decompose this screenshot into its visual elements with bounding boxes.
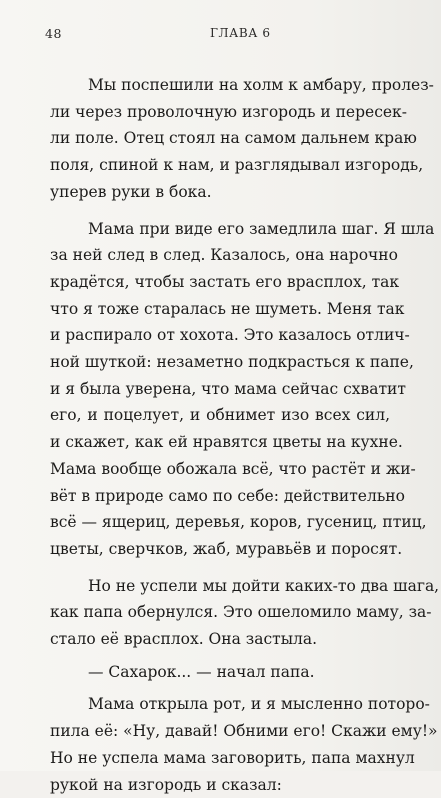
page-number: 48: [45, 26, 62, 41]
text-line: цветы, сверчков, жаб, муравьёв и поросят.: [50, 539, 403, 558]
body-text: [50, 72, 440, 798]
text-line: уперев руки в бока.: [50, 182, 212, 201]
text-line: пила её: «Ну, давай! Обними его! Скажи ему!»: [50, 722, 438, 741]
text-line: вёт в природе само по себе: действительно: [50, 486, 405, 505]
text-line: и я была уверена, что мама сейчас схватит: [50, 379, 406, 398]
text-line: всё — ящериц, деревья, коров, гусениц, птиц,: [50, 513, 427, 532]
text-line: крадётся, чтобы застать его врасплох, так: [50, 272, 400, 291]
page-header: [45, 26, 391, 44]
text-line: Мама вообще обожала всё, что растёт и жи-: [50, 459, 416, 478]
text-line: и распирало от хохота. Это казалось отлич-: [50, 326, 410, 345]
text-line: ли поле. Отец стоял на самом дальнем краю: [50, 129, 417, 148]
text-line: Но не успела мама заговорить, папа махнул: [50, 748, 415, 767]
text-line: ной шуткой: незаметно подкрасться к папе,: [50, 353, 414, 372]
text-line: что я тоже старалась не шуметь. Меня так: [50, 299, 405, 318]
text-line: и скажет, как ей нравятся цветы на кухне.: [50, 433, 403, 452]
text-line: — Сахарок... — начал папа.: [88, 662, 315, 681]
text-line: поля, спиной к нам, и разглядывал изгородь,: [50, 156, 424, 175]
text-line: Мама открыла рот, и я мысленно поторо-: [88, 695, 430, 714]
text-line: за ней след в след. Казалось, она нарочно: [50, 246, 398, 265]
chapter-heading: ГЛАВА 6: [210, 26, 271, 40]
text-line: как папа обернулся. Это ошеломило маму, за-: [50, 603, 432, 622]
text-line: Мы поспешили на холм к амбару, пролез-: [88, 76, 434, 94]
paragraph: [50, 573, 440, 653]
dialogue-line: [50, 659, 390, 686]
text-line: его, и поцелует, и обнимет изо всех сил,: [50, 406, 390, 425]
text-line: Мама при виде его замедлила шаг. Я шла: [88, 219, 435, 238]
paragraph: [50, 72, 434, 206]
text-line: ли через проволочную изгородь и пересек-: [50, 102, 407, 121]
paragraph: [50, 691, 438, 798]
paragraph: [50, 216, 435, 563]
text-line: рукой на изгородь и сказал:: [50, 775, 282, 794]
text-line: Но не успели мы дойти каких-то два шага,: [88, 576, 440, 595]
text-line: стало её врасплох. Она застыла.: [50, 630, 318, 649]
